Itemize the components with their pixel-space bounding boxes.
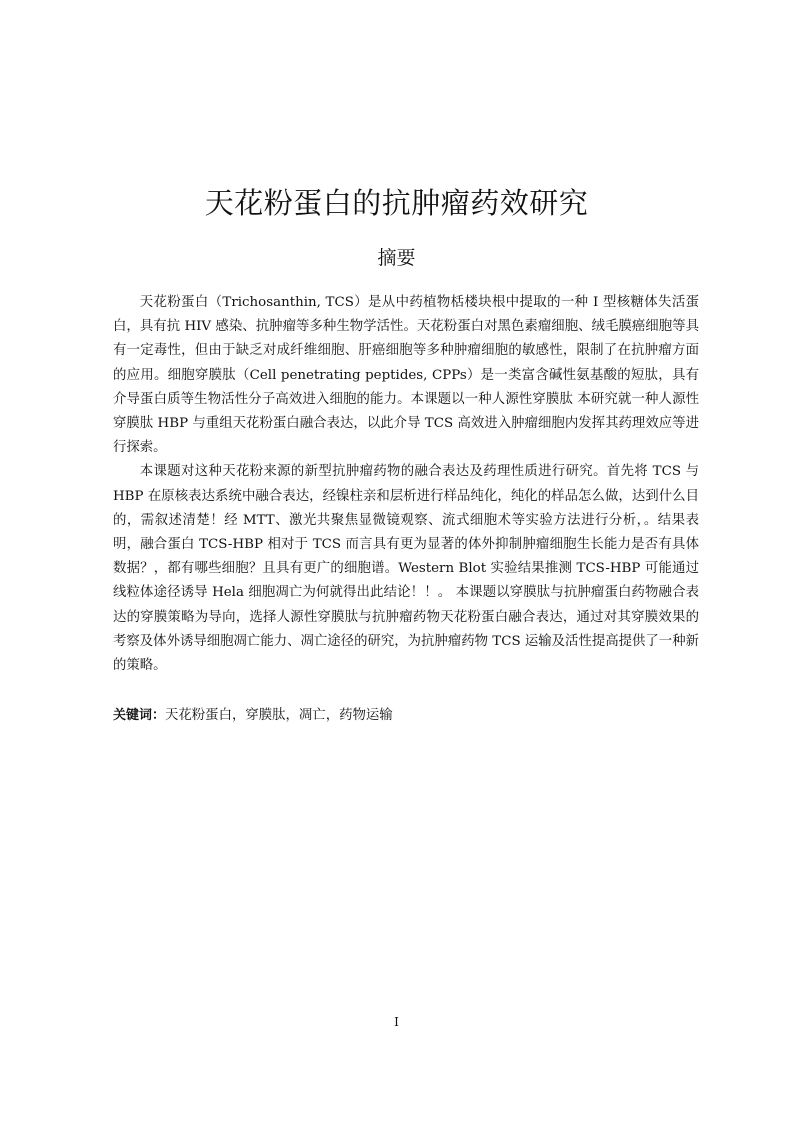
abstract-paragraph-1: 天花粉蛋白（Trichosanthin, TCS）是从中药植物栝楼块根中提取的一种 I 型核糖体失活蛋白，具有抗 HIV 感染、抗肿瘤等多种生物学活性。天花粉蛋白对黑色素瘤细胞、绒毛膜癌细胞等具有一定毒性，但由于缺乏对成纤维细胞、肝癌细胞等多种肿瘤细胞的敏感性，限制了在抗肿瘤方面的应用。细胞穿膜肽（Cell penetrating peptides, CPPs）是一类富含碱性氨基酸的短肽，具有介导蛋白质等生物活性分子高效进入细胞的能力。本课题以一种人源性穿膜肽 本研究就一种人源性穿膜肽 HBP 与重组天花粉蛋白融合表达，以此介导 TCS 高效进入肿瘤细胞内发挥其药理效应等进行探索。 xyxy=(113,295,699,456)
abstract-paragraph-2: 本课题对这种天花粉来源的新型抗肿瘤药物的融合表达及药理性质进行研究。首先将 TCS 与 HBP 在原核表达系统中融合表达，经镍柱亲和层析进行样品纯化，纯化的样品怎么做，达到什么目的，需叙述清楚！经 MTT、激光共聚焦显微镜观察、流式细胞术等实验方法进行分析，。结果表明，融合蛋白 TCS-HBP 相对于 TCS 而言具有更为显著的体外抑制肿瘤细胞生长能力是否有具体数据？，都有哪些细胞？且具有更广的细胞谱。Western Blot 实验结果推测 TCS-HBP 可能通过线粒体途径诱导 Hela 细胞凋亡为何就得出此结论！！。 本课题以穿膜肽与抗肿瘤蛋白药物融合表达的穿膜策略为导向，选择人源性穿膜肽与抗肿瘤药物天花粉蛋白融合表达，通过对其穿膜效果的考察及体外诱导细胞凋亡能力、凋亡途径的研究，为抗肿瘤药物 TCS 运输及活性提高提供了一种新的策略。 xyxy=(113,464,699,674)
keywords-line xyxy=(113,704,699,728)
abstract-body xyxy=(113,291,699,678)
abstract-heading: 摘要 xyxy=(377,247,416,269)
page-number: I xyxy=(394,1015,399,1029)
keywords-text: 天花粉蛋白，穿膜肽，凋亡，药物运输 xyxy=(165,708,393,723)
keywords-label: 关键词： xyxy=(113,708,166,723)
page-title: 天花粉蛋白的抗肿瘤药效研究 xyxy=(204,186,589,220)
